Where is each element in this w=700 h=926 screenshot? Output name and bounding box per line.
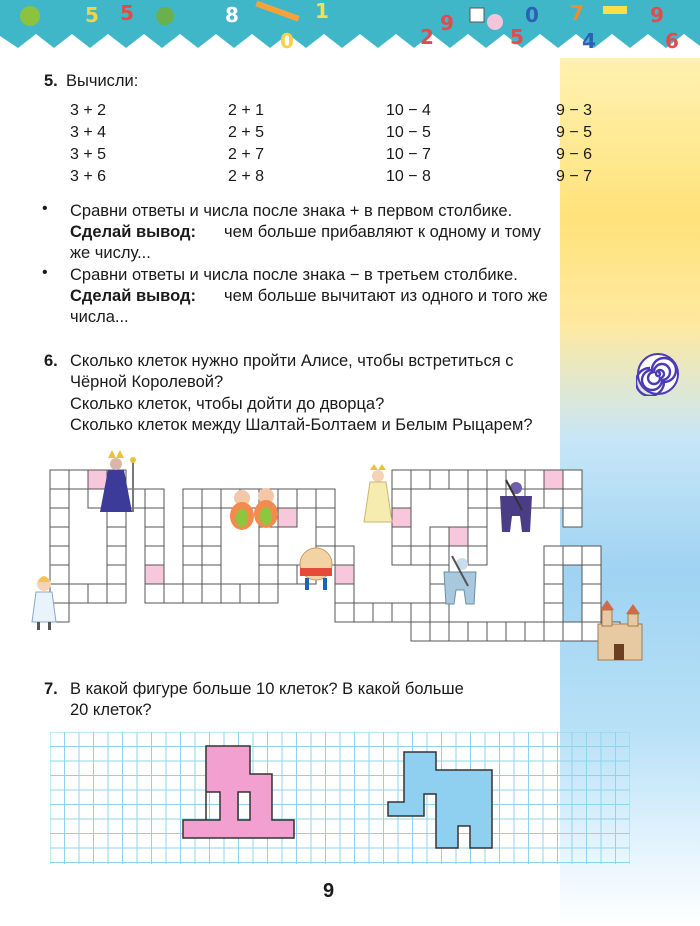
exercise-item: 9 − 3	[556, 102, 593, 119]
path-cell	[544, 470, 563, 489]
path-cell	[544, 622, 563, 641]
svg-text:1: 1	[315, 0, 329, 23]
grid-figures	[50, 732, 630, 864]
path-cell	[506, 622, 525, 641]
path-cell	[449, 527, 468, 546]
path-cell	[50, 565, 69, 584]
path-cell	[544, 603, 563, 622]
path-cell	[69, 470, 88, 489]
path-cell	[164, 584, 183, 603]
spiral-icon	[636, 352, 680, 396]
task7-line2: 20 клеток?	[70, 701, 152, 719]
path-cell	[145, 508, 164, 527]
path-cell	[468, 489, 487, 508]
svg-text:5: 5	[85, 3, 99, 27]
path-cell	[259, 565, 278, 584]
task6-line2: Чёрной Королевой?	[70, 373, 224, 391]
path-cell	[430, 622, 449, 641]
bullet1-line3: же числу...	[70, 244, 151, 262]
path-cell	[316, 489, 335, 508]
path-cell	[145, 584, 164, 603]
svg-text:0: 0	[525, 3, 539, 27]
path-cell	[582, 603, 601, 622]
path-cell	[335, 565, 354, 584]
path-cell	[259, 546, 278, 565]
svg-text:5: 5	[510, 25, 524, 49]
palace-icon	[598, 600, 642, 660]
exercise-item: 10 − 5	[386, 124, 431, 141]
path-cell	[354, 603, 373, 622]
path-cell	[107, 584, 126, 603]
path-cell	[297, 489, 316, 508]
header-banner	[0, 0, 700, 58]
path-cell	[278, 565, 297, 584]
path-cell	[88, 584, 107, 603]
path-cell	[202, 489, 221, 508]
path-cell	[278, 489, 297, 508]
path-cell	[145, 565, 164, 584]
path-cell	[88, 470, 107, 489]
svg-text:7: 7	[570, 1, 584, 25]
task6-line4: Сколько клеток между Шалтай-Болтаем и Белым Рыцарем?	[70, 416, 533, 434]
exercise-item: 9 − 7	[556, 168, 593, 185]
path-cell	[411, 603, 430, 622]
bullet1-conclusion-label: Сделай вывод:	[70, 223, 196, 241]
path-cell	[487, 470, 506, 489]
svg-text:5: 5	[120, 1, 134, 25]
path-cell	[373, 603, 392, 622]
path-cell	[563, 470, 582, 489]
bullet1-line2: чем больше прибавляют к одному и тому	[224, 223, 541, 241]
task6-line3: Сколько клеток, чтобы дойти до дворца?	[70, 395, 385, 413]
path-cell	[107, 546, 126, 565]
svg-text:0: 0	[280, 29, 294, 53]
path-cell	[259, 527, 278, 546]
path-cell	[316, 508, 335, 527]
path-cell	[183, 508, 202, 527]
path-cell	[107, 565, 126, 584]
exercise-item: 10 − 7	[386, 146, 431, 163]
path-cell	[50, 527, 69, 546]
path-cell	[392, 603, 411, 622]
svg-text:2: 2	[420, 25, 434, 49]
svg-text:4: 4	[582, 29, 596, 53]
task7-line1: В какой фигуре больше 10 клеток? В какой больше	[70, 680, 464, 698]
path-cell	[183, 489, 202, 508]
path-cell	[392, 546, 411, 565]
path-cell	[544, 584, 563, 603]
path-cell	[430, 603, 449, 622]
path-cell	[563, 508, 582, 527]
path-cell	[582, 584, 601, 603]
board-path	[0, 440, 700, 670]
task7-number: 7.	[44, 680, 58, 698]
path-cell	[392, 489, 411, 508]
path-cell	[183, 527, 202, 546]
path-cell	[202, 508, 221, 527]
svg-text:8: 8	[225, 3, 239, 27]
bullet-dot: •	[42, 264, 48, 281]
path-cell	[563, 546, 582, 565]
path-cell	[202, 584, 221, 603]
bullet2-conclusion-label: Сделай вывод:	[70, 287, 196, 305]
svg-text:9: 9	[650, 3, 664, 27]
path-cell	[544, 546, 563, 565]
bullet2-line3: числа...	[70, 308, 129, 326]
path-cell	[468, 470, 487, 489]
path-cell	[392, 527, 411, 546]
path-cells	[50, 470, 620, 641]
path-cell	[392, 508, 411, 527]
path-cell	[582, 565, 601, 584]
path-cell	[221, 584, 240, 603]
exercise-item: 2 + 5	[228, 124, 265, 141]
path-cell	[563, 622, 582, 641]
task6-line1: Сколько клеток нужно пройти Алисе, чтобы встретиться с	[70, 352, 514, 370]
white-queen-figure	[364, 464, 392, 522]
path-cell	[240, 584, 259, 603]
path-cell	[392, 470, 411, 489]
path-cell	[335, 584, 354, 603]
path-cell	[278, 508, 297, 527]
path-cell	[468, 508, 487, 527]
path-cell	[411, 622, 430, 641]
task6-number: 6.	[44, 352, 58, 370]
path-cell	[202, 546, 221, 565]
exercise-item: 3 + 4	[70, 124, 107, 141]
path-cell	[468, 622, 487, 641]
path-cell	[525, 622, 544, 641]
path-cell	[411, 546, 430, 565]
path-cell	[430, 470, 449, 489]
path-cell	[468, 527, 487, 546]
path-cell	[202, 565, 221, 584]
path-cell	[50, 489, 69, 508]
bullet2-line1: Сравни ответы и числа после знака − в третьем столбике.	[70, 266, 518, 284]
path-cell	[145, 489, 164, 508]
path-cell	[69, 584, 88, 603]
path-cell	[430, 546, 449, 565]
path-cell	[544, 489, 563, 508]
path-cell	[525, 470, 544, 489]
exercise-item: 3 + 5	[70, 146, 107, 163]
page-number: 9	[323, 880, 335, 902]
exercise-item: 2 + 8	[228, 168, 265, 185]
exercise-item: 2 + 7	[228, 146, 265, 163]
exercise-item: 10 − 8	[386, 168, 431, 185]
task5-title: Вычисли:	[66, 72, 139, 90]
pink-figure	[183, 746, 294, 838]
exercise-item: 3 + 2	[70, 102, 107, 119]
bullet-dot: •	[42, 200, 48, 217]
path-cell	[411, 470, 430, 489]
path-cell	[335, 546, 354, 565]
path-cell	[50, 508, 69, 527]
path-cell	[50, 470, 69, 489]
path-cell	[145, 546, 164, 565]
bullet2-line2: чем больше вычитают из одного и того же	[224, 287, 548, 305]
path-cell	[582, 546, 601, 565]
exercise-item: 10 − 4	[386, 102, 431, 119]
path-cell	[449, 622, 468, 641]
path-cell	[50, 546, 69, 565]
path-cell	[335, 603, 354, 622]
exercise-item: 9 − 6	[556, 146, 593, 163]
path-cell	[487, 622, 506, 641]
path-cell	[449, 470, 468, 489]
path-cell	[430, 527, 449, 546]
path-cell	[183, 546, 202, 565]
exercise-item: 2 + 1	[228, 102, 265, 119]
bullet1-line1: Сравни ответы и числа после знака + в первом столбике.	[70, 202, 513, 220]
exercise-item: 3 + 6	[70, 168, 107, 185]
path-cell	[202, 527, 221, 546]
graph-paper-grid	[50, 732, 630, 864]
svg-text:9: 9	[440, 11, 454, 35]
task5-number: 5.	[44, 72, 58, 90]
path-cell	[563, 489, 582, 508]
path-cell	[544, 565, 563, 584]
path-cell	[316, 527, 335, 546]
path-cell	[468, 546, 487, 565]
path-cell	[183, 565, 202, 584]
path-cell	[259, 584, 278, 603]
path-cell	[107, 527, 126, 546]
path-cell	[145, 527, 164, 546]
exercise-item: 9 − 5	[556, 124, 593, 141]
path-cell	[183, 584, 202, 603]
svg-text:6: 6	[665, 29, 679, 53]
